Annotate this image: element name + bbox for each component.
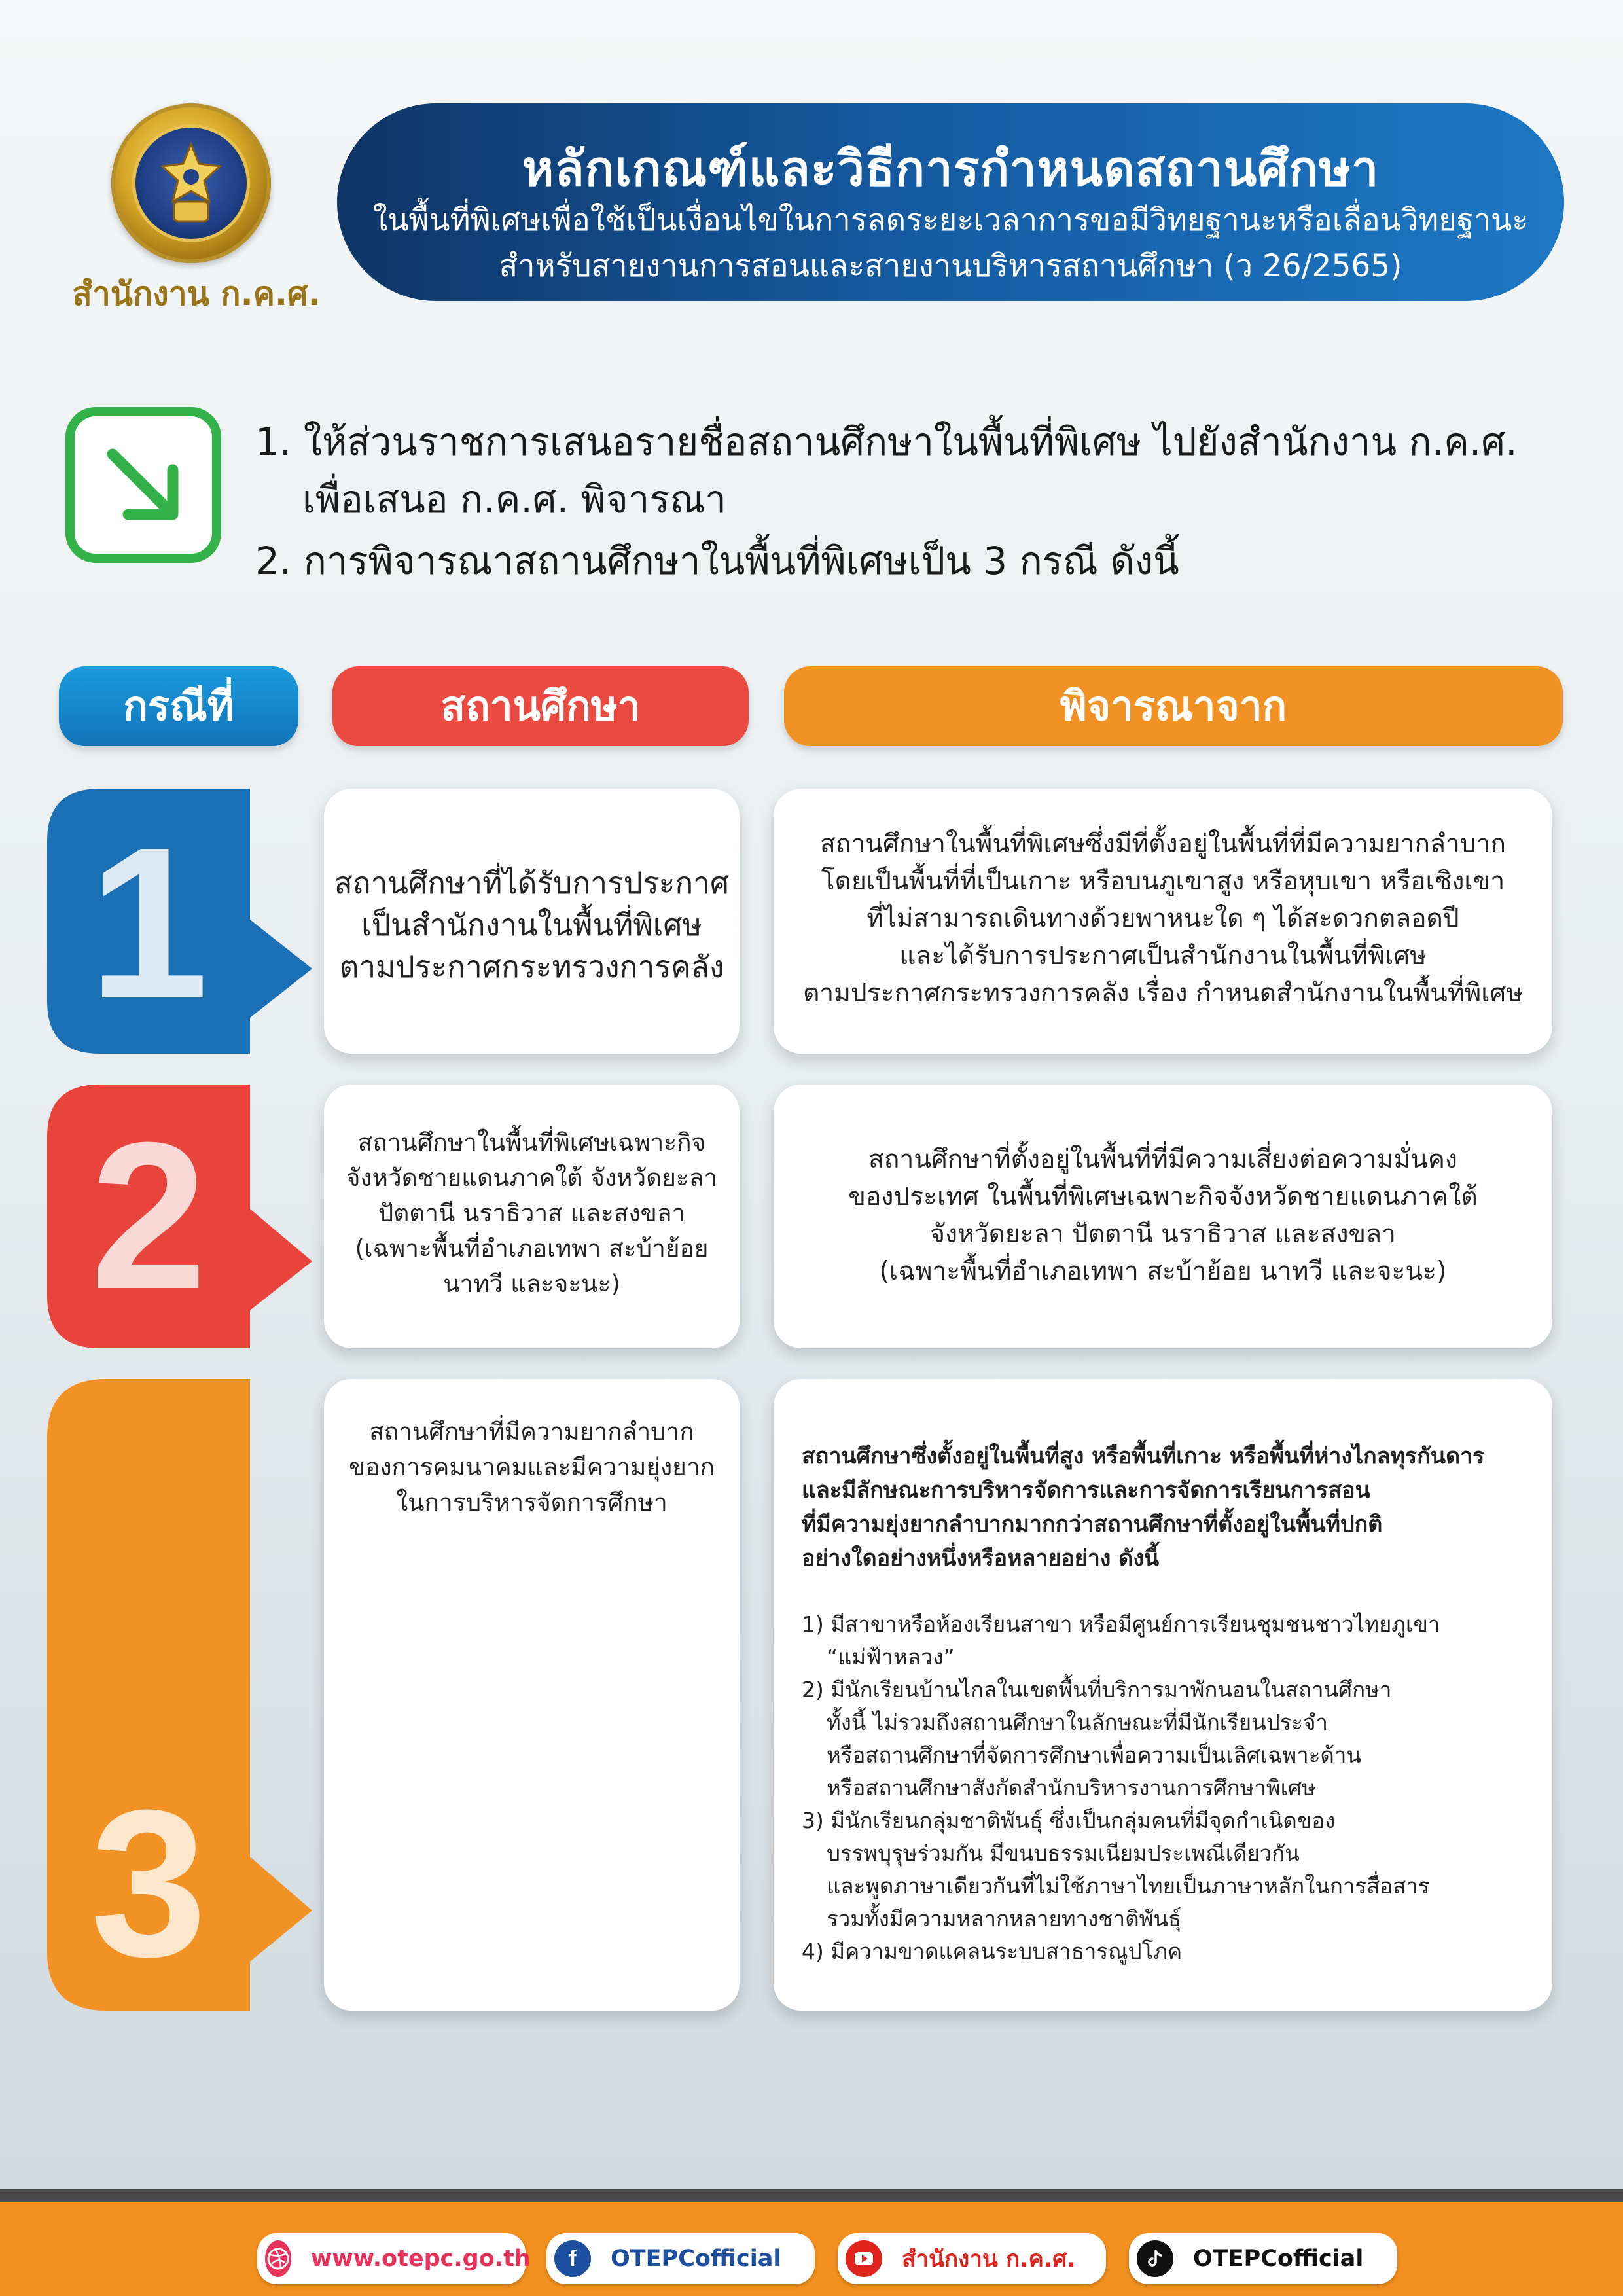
case-3-consider-heading-line: อย่างใดอย่างหนึ่งหรือหลายอย่าง ดังนี้ xyxy=(802,1545,1160,1571)
youtube-label: สำนักงาน ก.ค.ศ. xyxy=(902,2246,1076,2272)
tiktok-icon xyxy=(1137,2240,1173,2277)
column-header-consider: พิจารณาจาก xyxy=(784,666,1563,746)
case-3-school-line: สถานศึกษาที่มีความยากลำบาก xyxy=(369,1418,694,1446)
case-2-consider-card xyxy=(774,1085,1552,1348)
case-1-school-line: เป็นสำนักงานในพื้นที่พิเศษ xyxy=(361,907,702,942)
intro-item-1-continued: เพื่อเสนอ ก.ค.ศ. พิจารณา xyxy=(302,477,726,522)
case-2-school-line: สถานศึกษาในพื้นที่พิเศษเฉพาะกิจ xyxy=(357,1128,706,1157)
case-1-consider-line: สถานศึกษาในพื้นที่พิเศษซึ่งมีที่ตั้งอยู่ในพื้นที่ที่มีความยากลำบาก xyxy=(819,829,1507,859)
case-2-school-line: ปัตตานี นราธิวาส และสงขลา xyxy=(378,1199,686,1227)
case-3-consider-heading-line: สถานศึกษาซึ่งตั้งอยู่ในพื้นที่สูง หรือพื้นที่เกาะ หรือพื้นที่ห่างไกลทุรกันดาร xyxy=(802,1443,1485,1469)
facebook-icon: f xyxy=(554,2240,591,2277)
intro-item-2: 2. การพิจารณาสถานศึกษาในพื้นที่พิเศษเป็น 3 กรณี ดังนี้ xyxy=(255,539,1179,583)
case-3-list-item-cont: และพูดภาษาเดียวกันที่ไม่ใช้ภาษาไทยเป็นภาษาหลักในการสื่อสาร xyxy=(827,1873,1430,1899)
case-2-consider-line: ของประเทศ ในพื้นที่พิเศษเฉพาะกิจจังหวัดชายแดนภาคใต้ xyxy=(848,1182,1478,1211)
case-1-school-line: ตามประกาศกระทรวงการคลัง xyxy=(339,949,724,984)
case-3-tab xyxy=(47,1379,250,2011)
case-1-consider-line: ตามประกาศกระทรวงการคลัง เรื่อง กำหนดสำนักงานในพื้นที่พิเศษ xyxy=(802,978,1524,1008)
youtube-icon xyxy=(846,2240,882,2277)
case-1-number: 1 xyxy=(88,802,209,1043)
case-3-school-line: ของการคมนาคมและมีความยุ่งยาก xyxy=(348,1453,715,1481)
case-2-consider-line: สถานศึกษาที่ตั้งอยู่ในพื้นที่ที่มีความเสี่ยงต่อความมั่นคง xyxy=(868,1145,1457,1174)
facebook-link[interactable] xyxy=(546,2233,815,2284)
case-1-school-line: สถานศึกษาที่ได้รับการประกาศ xyxy=(334,865,730,901)
facebook-label: OTEPCofficial xyxy=(611,2246,781,2272)
case-1-consider-line: ที่ไม่สามารถเดินทางด้วยพาหนะใด ๆ ได้สะดวกตลอดปี xyxy=(866,904,1459,933)
case-1-consider-line: โดยเป็นพื้นที่ที่เป็นเกาะ หรือบนภูเขาสูง หรือหุบเขา หรือเชิงเขา xyxy=(821,867,1505,896)
case-3-list-item-cont: รวมทั้งมีความหลากหลายทางชาติพันธุ์ xyxy=(827,1906,1182,1931)
case-3-consider-heading-line: และมีลักษณะการบริหารจัดการและการจัดการเรียนการสอน xyxy=(802,1477,1370,1503)
case-3-list-item-cont: บรรพบุรุษร่วมกัน มีขนบธรรมเนียมประเพณีเดียวกัน xyxy=(827,1840,1300,1866)
intro-item-1: 1. ให้ส่วนราชการเสนอรายชื่อสถานศึกษาในพื้นที่พิเศษ ไปยังสำนักงาน ก.ค.ศ. xyxy=(255,420,1518,464)
youtube-link[interactable] xyxy=(838,2233,1106,2284)
case-3-consider-heading-line: ที่มีความยุ่งยากลำบากมากกว่าสถานศึกษาที่ตั้งอยู่ในพื้นที่ปกติ xyxy=(802,1511,1383,1537)
case-2-school-line: นาทวี และจะนะ) xyxy=(443,1270,620,1298)
case-1-tab xyxy=(47,789,250,1054)
case-3-number: 3 xyxy=(90,1766,207,2000)
page-subtitle-line-1: ในพื้นที่พิเศษเพื่อใช้เป็นเงื่อนไขในการลดระยะเวลาการขอมีวิทยฐานะหรือเลื่อนวิทยฐานะ xyxy=(372,202,1529,238)
case-3-list-item: 4) มีความขาดแคลนระบบสาธารณูปโภค xyxy=(802,1939,1183,1964)
case-1-consider-card xyxy=(774,789,1552,1054)
case-2-number: 2 xyxy=(90,1098,207,1333)
tiktok-label: OTEPCofficial xyxy=(1193,2246,1364,2272)
case-2-school-line: จังหวัดชายแดนภาคใต้ จังหวัดยะลา xyxy=(346,1164,718,1192)
case-2-school-line: (เฉพาะพื้นที่อำเภอเทพา สะบ้าย้อย xyxy=(355,1234,709,1263)
case-3-list-item: 2) มีนักเรียนบ้านไกลในเขตพื้นที่บริการมาพักนอนในสถานศึกษา xyxy=(802,1677,1392,1702)
case-3-list-item: 1) มีสาขาหรือห้องเรียนสาขา หรือมีศูนย์การเรียนชุมชนชาวไทยภูเขา xyxy=(802,1611,1440,1637)
case-2-tab xyxy=(47,1085,250,1348)
dribbble-icon xyxy=(265,2240,291,2277)
footer-divider xyxy=(0,2189,1623,2202)
case-3-list-item-cont: หรือสถานศึกษาที่จัดการศึกษาเพื่อความเป็นเลิศเฉพาะด้าน xyxy=(827,1742,1361,1768)
website-label: www.otepc.go.th xyxy=(311,2246,531,2272)
website-link[interactable] xyxy=(257,2233,531,2284)
case-3-list-item-cont: หรือสถานศึกษาสังกัดสำนักบริหารงานการศึกษาพิเศษ xyxy=(827,1775,1316,1801)
otepc-logo xyxy=(111,103,271,263)
case-3-school-line: ในการบริหารจัดการศึกษา xyxy=(396,1488,668,1516)
case-3-school-card xyxy=(324,1379,740,2011)
page-title: หลักเกณฑ์และวิธีการกำหนดสถานศึกษา xyxy=(522,141,1380,197)
page-subtitle-line-2: สำหรับสายงานการสอนและสายงานบริหารสถานศึกษา (ว 26/2565) xyxy=(499,248,1402,284)
case-3-consider-card xyxy=(774,1379,1552,2011)
case-3-list-item-cont: ทั้งนี้ ไม่รวมถึงสถานศึกษาในลักษณะที่มีนักเรียนประจำ xyxy=(827,1710,1328,1735)
logo-caption: สำนักงาน ก.ค.ศ. xyxy=(72,275,321,313)
tiktok-link[interactable] xyxy=(1129,2233,1397,2284)
arrow-down-right-icon xyxy=(65,407,221,563)
case-3-list-item: 3) มีนักเรียนกลุ่มชาติพันธุ์ ซึ่งเป็นกลุ่มคนที่มีจุดกำเนิดของ xyxy=(802,1808,1336,1833)
case-2-school-card xyxy=(324,1085,740,1348)
case-1-consider-line: และได้รับการประกาศเป็นสำนักงานในพื้นที่พิเศษ xyxy=(899,941,1427,971)
case-1-school-card xyxy=(324,789,740,1054)
column-header-case: กรณีที่ xyxy=(59,666,298,746)
case-2-consider-line: (เฉพาะพื้นที่อำเภอเทพา สะบ้าย้อย นาทวี และจะนะ) xyxy=(879,1257,1447,1286)
title-banner xyxy=(337,103,1564,301)
case-3-list-item-cont: “แม่ฟ้าหลวง” xyxy=(827,1644,955,1670)
case-2-consider-line: จังหวัดยะลา ปัตตานี นราธิวาส และสงขลา xyxy=(930,1219,1396,1249)
column-header-school: สถานศึกษา xyxy=(332,666,749,746)
